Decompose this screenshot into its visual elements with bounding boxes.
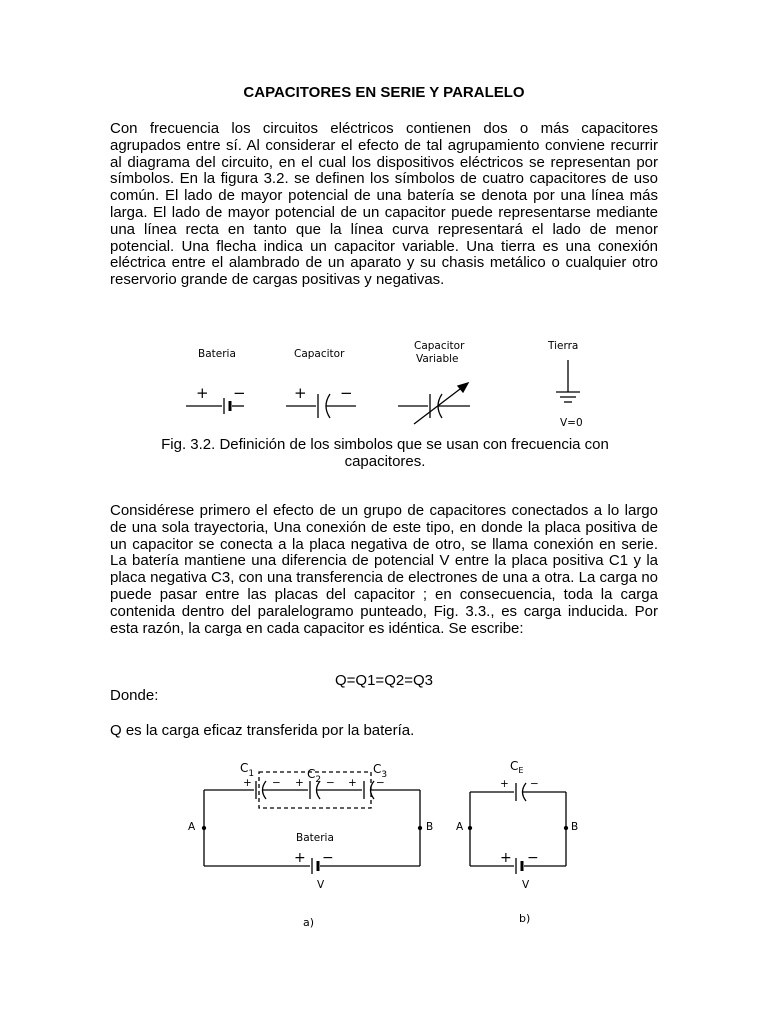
- battery-a-plus: +: [294, 850, 306, 866]
- label-c1: $C_1$: [240, 761, 255, 779]
- donde-label: Donde:: [110, 687, 159, 704]
- label-v-b: V: [522, 879, 530, 891]
- variable-capacitor-symbol: [398, 383, 470, 424]
- battery-a-minus: −: [322, 850, 334, 866]
- label-capacitor-variable-1: Capacitor: [414, 340, 465, 352]
- battery-minus: −: [233, 384, 246, 402]
- equation: Q=Q1=Q2=Q3: [335, 672, 433, 689]
- node-a-label-b: A: [456, 821, 464, 833]
- label-capacitor-variable-2: Variable: [416, 353, 459, 365]
- circuit-equivalent: [469, 783, 568, 874]
- ce-minus: −: [530, 778, 539, 790]
- label-v-a: V: [317, 879, 325, 891]
- c1-minus: −: [272, 777, 281, 789]
- ce-plus: +: [500, 778, 509, 790]
- c3-minus: −: [376, 777, 385, 789]
- label-bateria: Bateria: [198, 348, 236, 360]
- paragraph-intro: Con frecuencia los circuitos eléctricos contienen dos o más capacitores agrupados entre sí. Al considerar el efecto de tal agrupamiento conviene recurrir al diagrama del circuito, en el cual los dispositivos eléctricos se representan por símbolos. En la figura 3.2. se definen los símbolos de cuatro capacitores de uso común. El lado de mayor potencial de una batería se denota por una línea más larga. El lado de mayor potencial de un capacitor puede representarse mediante una línea recta en tanto que la línea curva representará el lado de menor potencial. Una flecha indica un capacitor variable. Una tierra es una conexión eléctrica entre el alambrado de un aparato y su chasis metálico o cualquier otro reservorio grande de cargas positivas y negativas.: [110, 120, 658, 289]
- label-tierra: Tierra: [548, 340, 579, 352]
- page-title: CAPACITORES EN SERIE Y PARALELO: [243, 84, 525, 101]
- capacitor-minus: −: [340, 384, 353, 402]
- ground-symbol: [556, 360, 580, 402]
- q-definition: Q es la carga eficaz transferida por la batería.: [110, 722, 415, 739]
- c1-plus: +: [243, 777, 252, 789]
- label-fig-b: b): [519, 912, 531, 925]
- node-b-label: B: [426, 821, 434, 833]
- c2-minus: −: [326, 777, 335, 789]
- figure-symbols: [0, 0, 768, 440]
- battery-b-plus: +: [500, 850, 512, 866]
- battery-plus: +: [196, 384, 209, 402]
- label-fig-a: a): [303, 916, 315, 929]
- circuit-series: [203, 772, 422, 874]
- label-capacitor: Capacitor: [294, 348, 345, 360]
- label-c2: $C_2$: [307, 767, 322, 785]
- node-b-label-b: B: [571, 821, 579, 833]
- label-bateria-circuit: Bateria: [296, 832, 334, 844]
- figure-caption: Fig. 3.2. Definición de los simbolos que se usan con frecuencia con capacitores.: [161, 436, 609, 470]
- label-c3: $C_3$: [373, 762, 388, 780]
- c2-plus: +: [295, 777, 304, 789]
- label-v0: V=0: [560, 417, 583, 429]
- c3-plus: +: [348, 777, 357, 789]
- capacitor-plus: +: [294, 384, 307, 402]
- battery-b-minus: −: [527, 850, 539, 866]
- paragraph-series: Considérese primero el efecto de un grupo de capacitores conectados a lo largo de una sola trayectoria, Una conexión de este tipo, en donde la placa positiva de un capacitor se conecta a la placa negativa de otro, se llama conexión en serie. La batería mantiene una diferencia de potencial V entre la placa positiva C1 y la placa negativa C3, con una transferencia de electrones de una a otra. La carga no puede pasar entre las placas del capacitor ; en consecuencia, toda la carga contenida dentro del paralelogramo punteado, Fig. 3.3., es carga inducida. Por esta razón, la carga en cada capacitor es idéntica. Se escribe:: [110, 502, 658, 637]
- node-a-label: A: [188, 821, 196, 833]
- label-ce: $C_E$: [510, 759, 524, 775]
